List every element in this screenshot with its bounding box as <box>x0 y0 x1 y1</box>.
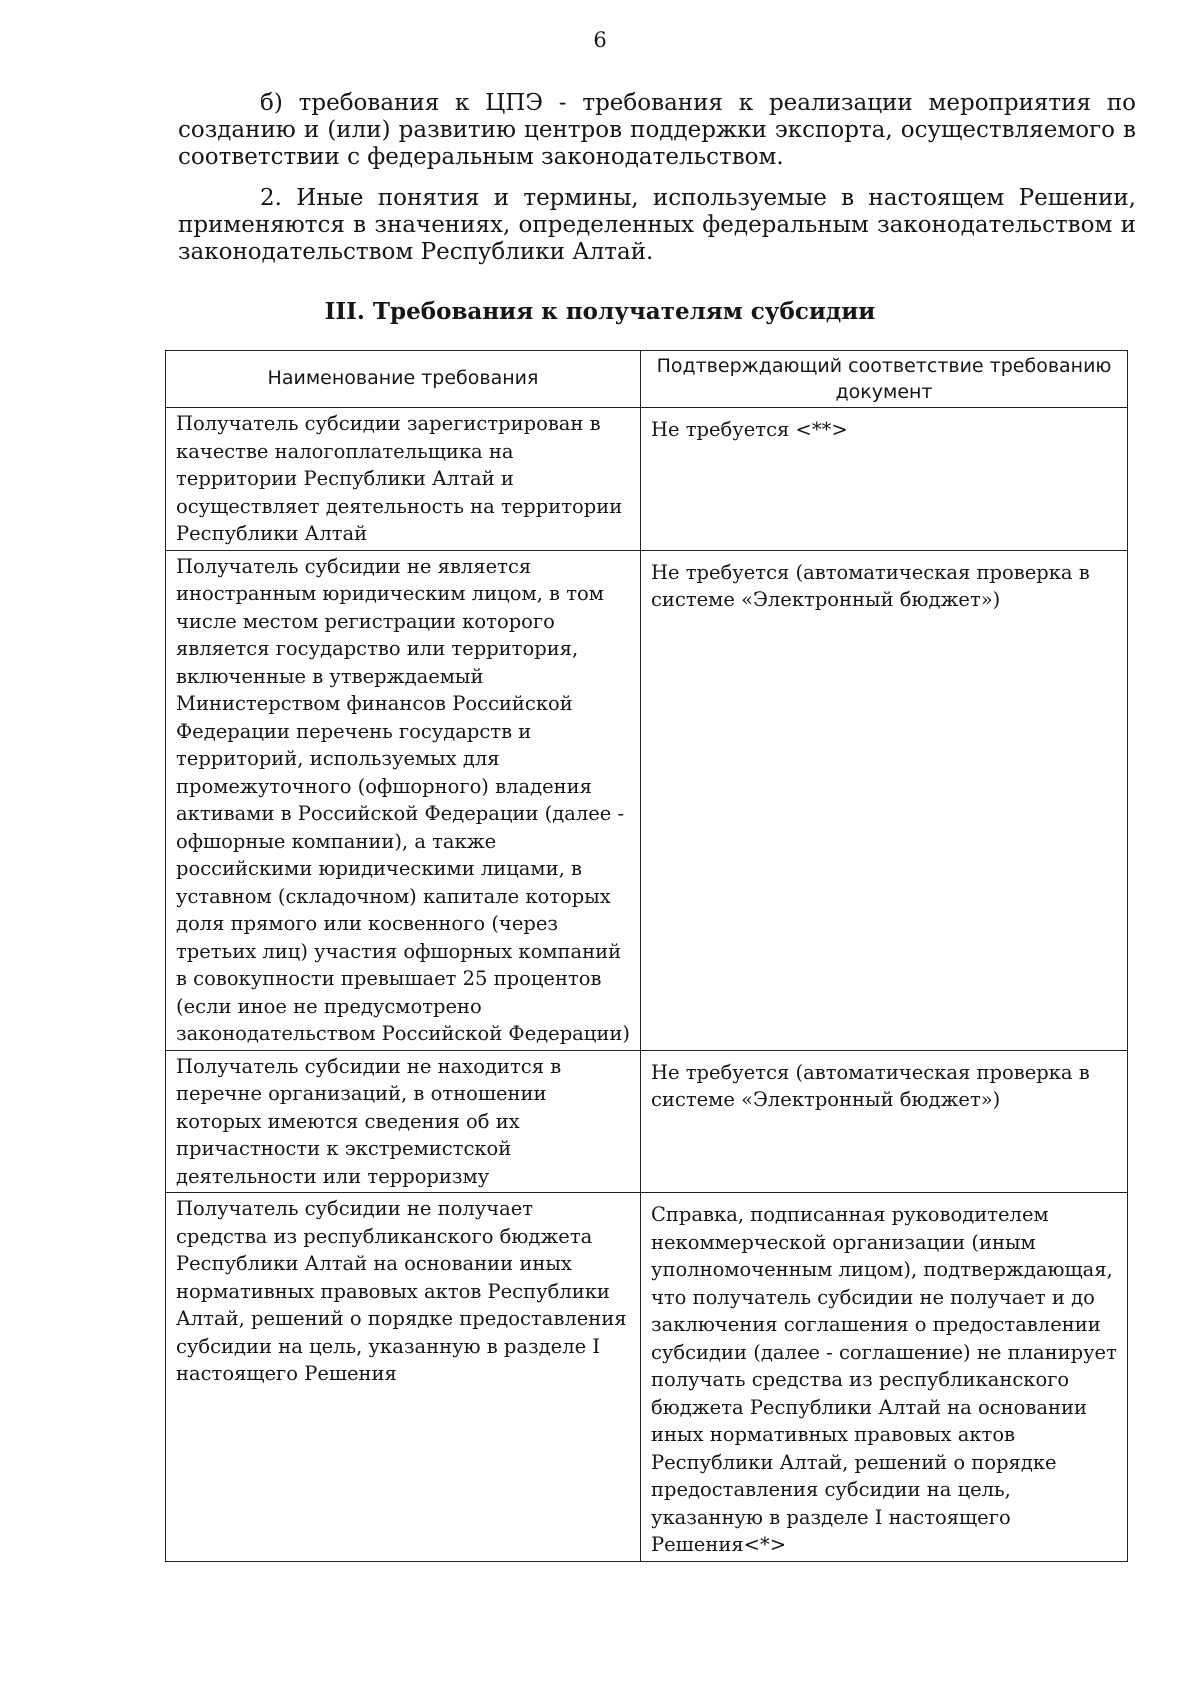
header-confirming-document: Подтверждающий соответствие требованию документ <box>641 351 1128 408</box>
header-requirement-name: Наименование требования <box>166 351 641 408</box>
document-cell: Не требуется (автоматическая проверка в системе «Электронный бюджет») <box>641 1050 1128 1193</box>
table-row <box>166 1050 1128 1193</box>
requirements-table <box>165 350 1128 1562</box>
requirement-cell: Получатель субсидии не является иностранным юридическим лицом, в том числе местом регистрации которого является государство или территория, включенные в утверждаемый Министерством финансов Российской Федерации перечень государств и территорий, используемых для промежуточного (офшорного) владения активами в Российской Федерации (далее - офшорные компании), а также российскими юридическими лицами, в уставном (складочном) капитале которых доля прямого или косвенного (через третьих лиц) участия офшорных компаний в совокупности превышает 25 процентов (если иное не предусмотрено законодательством Российской Федерации) <box>166 550 641 1050</box>
paragraph-text: 2. Иные понятия и термины, используемые в настоящем Решении, применяются в значениях, определенных федеральным законодательством и законодательством Республики Алтай. <box>178 185 1136 265</box>
document-cell: Не требуется (автоматическая проверка в системе «Электронный бюджет») <box>641 550 1128 1050</box>
table-row <box>166 408 1128 551</box>
paragraph-cpe-requirements <box>178 90 1136 171</box>
table-header-row <box>166 351 1128 408</box>
requirement-cell: Получатель субсидии не получает средства из республиканского бюджета Республики Алтай на основании иных нормативных правовых актов Республики Алтай, решений о порядке предоставления субсидии на цель, указанную в разделе I настоящего Решения <box>166 1193 641 1562</box>
document-cell: Не требуется <**> <box>641 408 1128 551</box>
paragraph-other-terms <box>178 185 1136 266</box>
table-row <box>166 550 1128 1050</box>
table-row <box>166 1193 1128 1562</box>
requirement-cell: Получатель субсидии зарегистрирован в качестве налогоплательщика на территории Республики Алтай и осуществляет деятельность на территории Республики Алтай <box>166 408 641 551</box>
paragraph-text: б) требования к ЦПЭ - требования к реализации мероприятия по созданию и (или) развитию центров поддержки экспорта, осуществляемого в соответствии с федеральным законодательством. <box>178 90 1136 170</box>
requirement-cell: Получатель субсидии не находится в перечне организаций, в отношении которых имеются сведения об их причастности к экстремистской деятельности или терроризму <box>166 1050 641 1193</box>
document-cell: Справка, подписанная руководителем некоммерческой организации (иным уполномоченным лицом), подтверждающая, что получатель субсидии не получает и до заключения соглашения о предоставлении субсидии (далее - соглашение) не планирует получать средства из республиканского бюджета Республики Алтай на основании иных нормативных правовых актов Республики Алтай, решений о порядке предоставления субсидии на цель, указанную в разделе I настоящего Решения<*> <box>641 1193 1128 1562</box>
section-heading: III. Требования к получателям субсидии <box>324 298 876 325</box>
page-number: 6 <box>593 28 607 52</box>
